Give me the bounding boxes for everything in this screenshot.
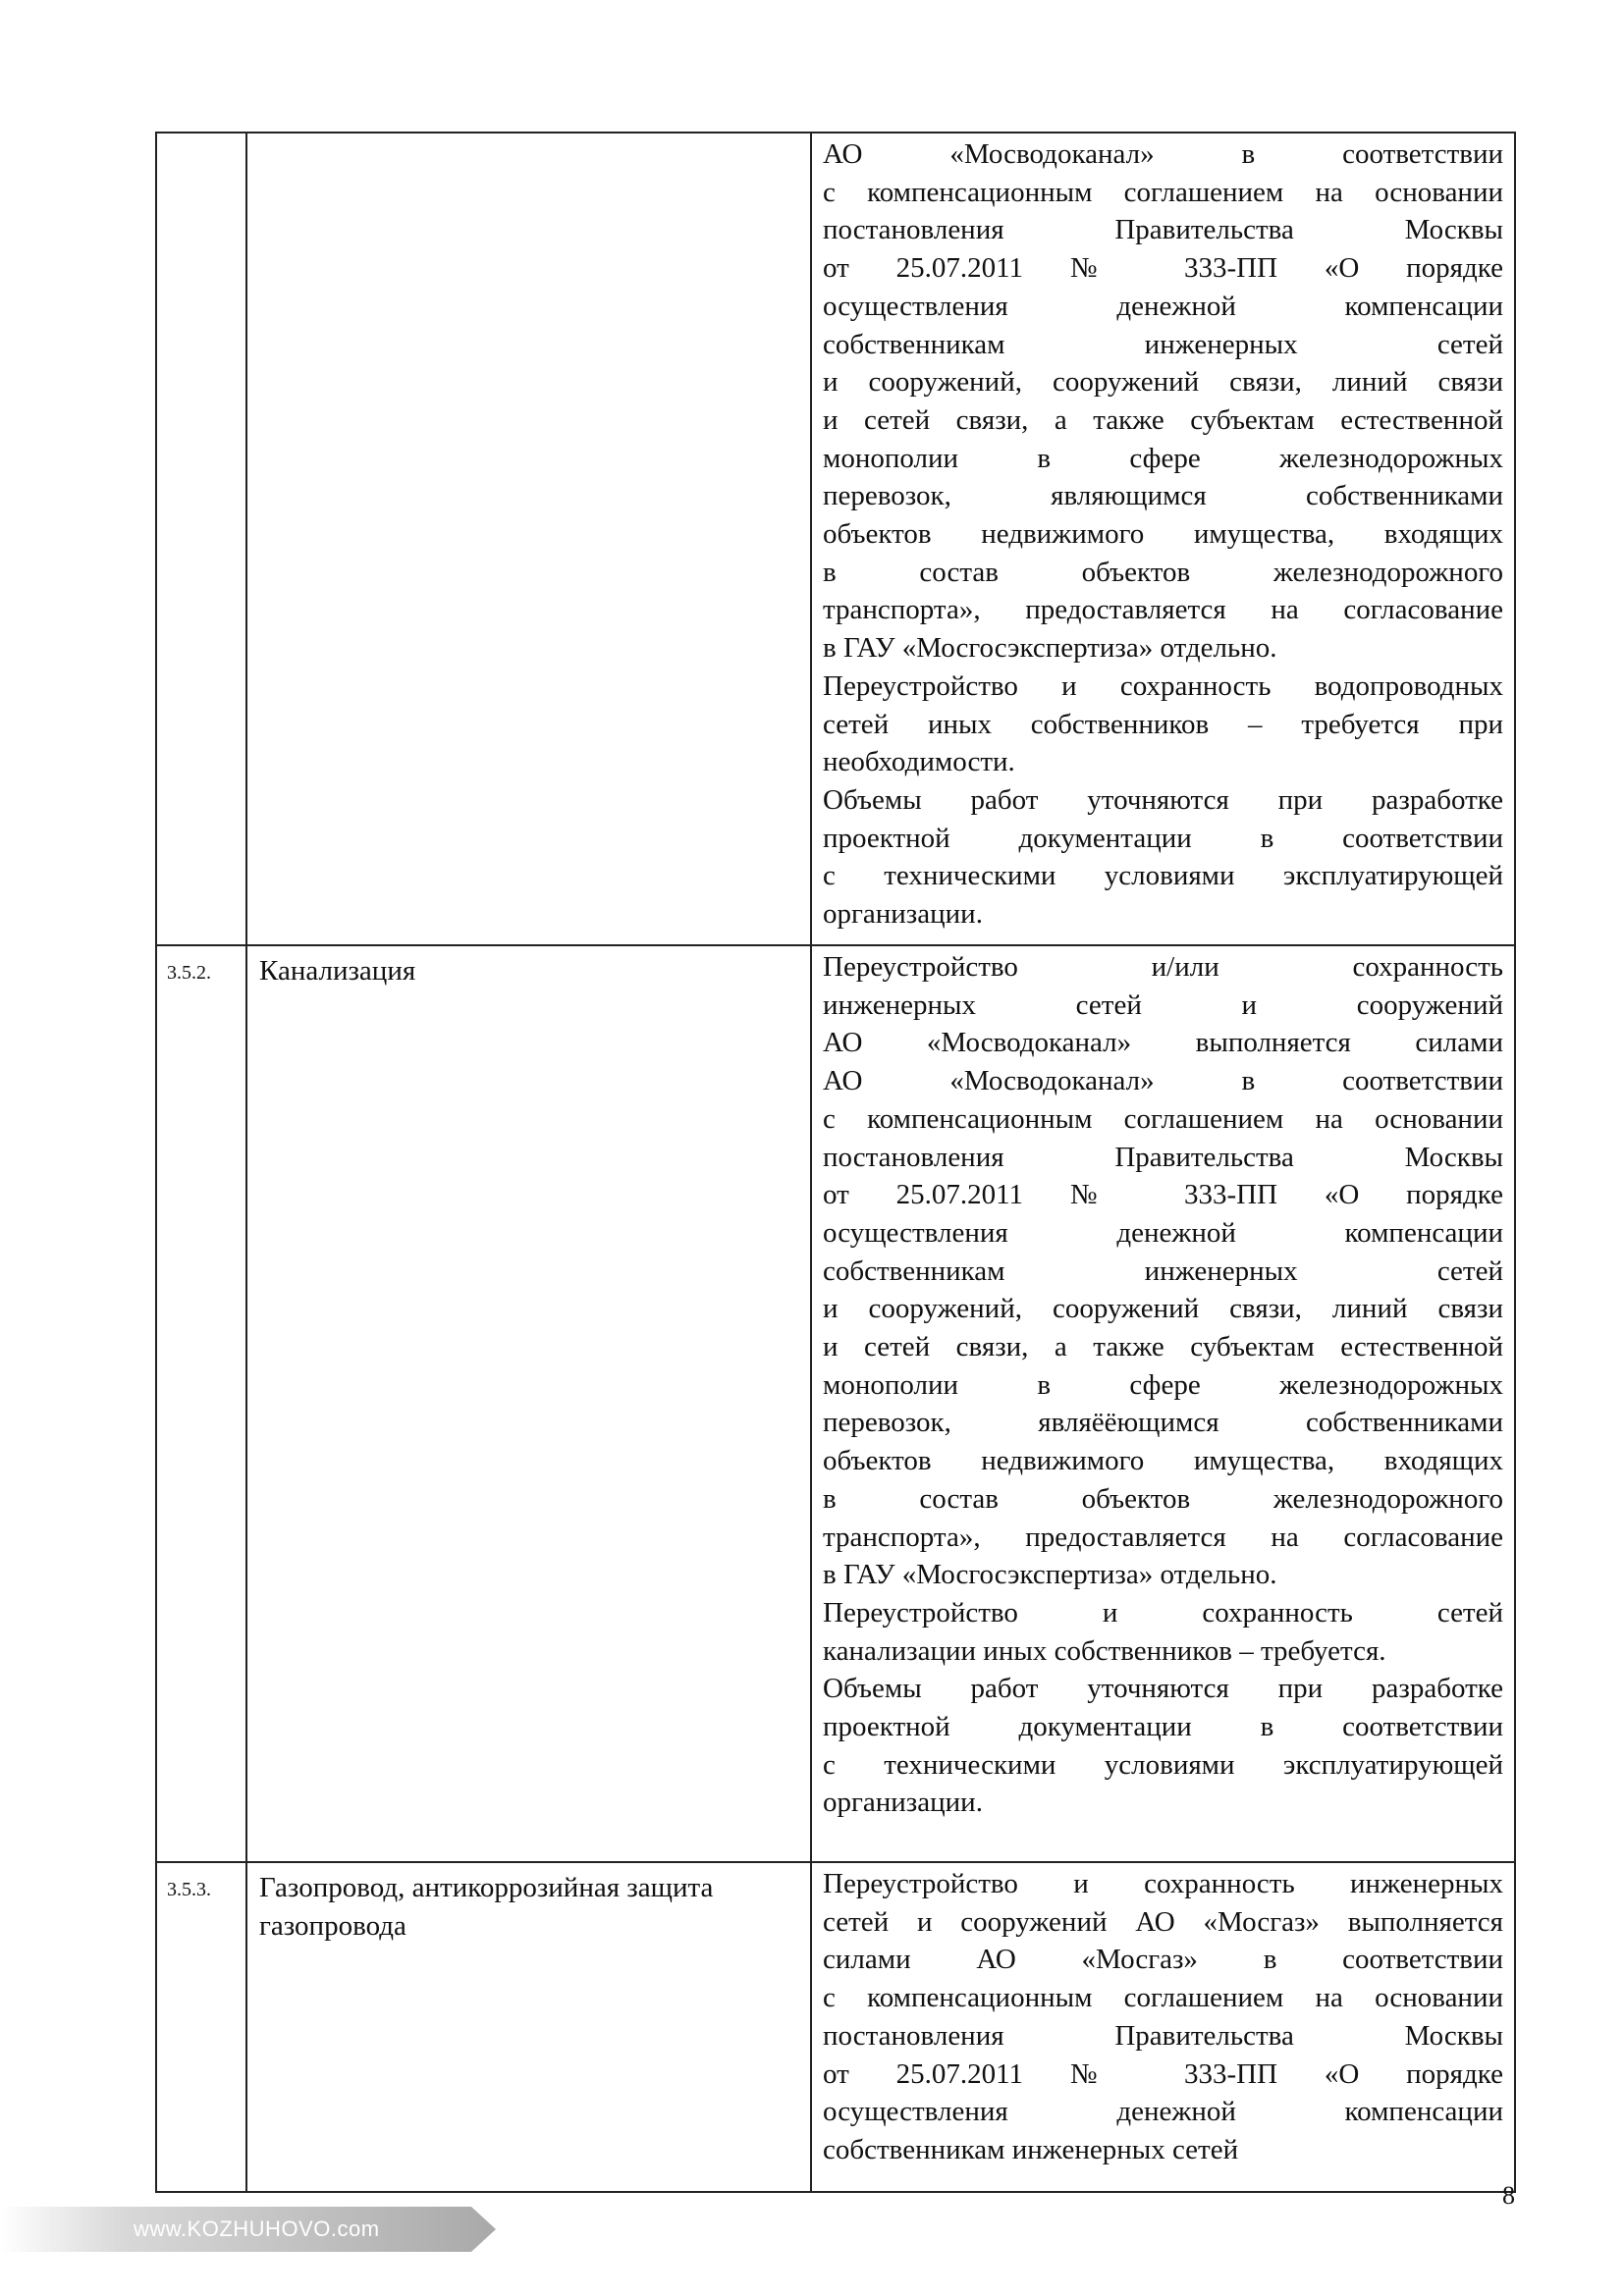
description-line: сетей и сооружений АО «Мосгаз» выполняется xyxy=(823,1905,1503,1938)
description-line: АО «Мосводоканал» в соответствии xyxy=(823,1065,1503,1097)
description-line: от 25.07.2011 № 333-ПП «О порядке xyxy=(823,252,1503,285)
row-description-cell xyxy=(811,1862,1515,2192)
description-line: организации. xyxy=(823,898,983,931)
table-row xyxy=(156,945,1515,1862)
description-line: осуществления денежной компенсации xyxy=(823,1216,1503,1249)
row-name-cell: Газопровод, антикоррозийная защита газопровода xyxy=(246,1862,811,2192)
description-line: транспорта», предоставляется на согласование xyxy=(823,594,1503,626)
row-description-cell xyxy=(811,133,1515,945)
description-line: необходимости. xyxy=(823,746,1015,778)
description-line: Переустройство и сохранность инженерных xyxy=(823,1868,1503,1899)
description-line: монополии в сфере железнодорожных xyxy=(823,442,1503,474)
description-line: собственникам инженерных сетей xyxy=(823,328,1503,360)
description-line: транспорта», предоставляется на согласование xyxy=(823,1521,1503,1553)
description-line: постановления Правительства Москвы xyxy=(823,1141,1503,1173)
row-number-cell: 3.5.2. xyxy=(156,945,246,1862)
description-line: Переустройство и сохранность сетей xyxy=(823,1596,1503,1629)
row-description-cell xyxy=(811,945,1515,1862)
description-line: осуществления денежной компенсации xyxy=(823,2096,1503,2128)
description-line: в состав объектов железнодорожного xyxy=(823,556,1503,588)
page-number: 8 xyxy=(1502,2181,1515,2210)
description-line: сетей иных собственников – требуется при xyxy=(823,708,1503,740)
description-line: Объемы работ уточняются при разработке xyxy=(823,783,1503,816)
description-line: с техническими условиями эксплуатирующей xyxy=(823,1748,1503,1781)
description-line: осуществления денежной компенсации xyxy=(823,290,1503,322)
description-line: перевозок, являёёющимся собственниками xyxy=(823,1407,1503,1439)
description-line: постановления Правительства Москвы xyxy=(823,2019,1503,2052)
description-line: и сетей связи, а также субъектам естественной xyxy=(823,403,1503,436)
requirements-table xyxy=(155,132,1516,2193)
description-line: проектной документации в соответствии xyxy=(823,822,1503,854)
description-line: перевозок, являющимся собственниками xyxy=(823,480,1503,512)
description-line: Переустройство и/или сохранность xyxy=(823,951,1503,983)
description-line: от 25.07.2011 № 333-ПП «О порядке xyxy=(823,1179,1503,1211)
description-line: с компенсационным соглашением на основании xyxy=(823,1102,1503,1135)
description-line: монополии в сфере железнодорожных xyxy=(823,1368,1503,1401)
description-line: инженерных сетей и сооружений xyxy=(823,988,1503,1021)
description-line: постановления Правительства Москвы xyxy=(823,214,1503,246)
description-line: от 25.07.2011 № 333-ПП «О порядке xyxy=(823,2057,1503,2090)
description-line: собственникам инженерных сетей xyxy=(823,2133,1239,2165)
description-line: Переустройство и сохранность водопроводных xyxy=(823,669,1503,702)
row-name-cell: Канализация xyxy=(246,945,811,1862)
table-row xyxy=(156,1862,1515,2192)
description-line: силами АО «Мосгаз» в соответствии xyxy=(823,1944,1503,1976)
row-name-cell xyxy=(246,133,811,945)
description-line: АО «Мосводоканал» в соответствии xyxy=(823,138,1503,170)
description-line: в состав объектов железнодорожного xyxy=(823,1482,1503,1515)
description-line: собственникам инженерных сетей xyxy=(823,1255,1503,1287)
description-line: объектов недвижимого имущества, входящих xyxy=(823,1445,1503,1477)
description-line: АО «Мосводоканал» выполняется силами xyxy=(823,1027,1503,1059)
description-line: организации. xyxy=(823,1787,983,1819)
description-line: с компенсационным соглашением на основании xyxy=(823,176,1503,208)
row-number-cell xyxy=(156,133,246,945)
description-line: объектов недвижимого имущества, входящих xyxy=(823,518,1503,551)
description-line: в ГАУ «Мосгосэкспертиза» отдельно. xyxy=(823,1559,1277,1591)
description-line: и сооружений, сооружений связи, линий связи xyxy=(823,1293,1503,1325)
footer-site-link[interactable]: www.KOZHUHOVO.com xyxy=(134,2216,380,2241)
description-line: и сетей связи, а также субъектам естественной xyxy=(823,1331,1503,1363)
table-row xyxy=(156,133,1515,945)
description-line: проектной документации в соответствии xyxy=(823,1711,1503,1743)
description-line: в ГАУ «Мосгосэкспертиза» отдельно. xyxy=(823,632,1277,665)
description-line: Объемы работ уточняются при разработке xyxy=(823,1673,1503,1705)
description-line: и сооружений, сооружений связи, линий связи xyxy=(823,366,1503,399)
row-number-cell: 3.5.3. xyxy=(156,1862,246,2192)
description-line: с компенсационным соглашением на основании xyxy=(823,1982,1503,2014)
description-line: с техническими условиями эксплуатирующей xyxy=(823,860,1503,892)
description-line: канализации иных собственников – требуется. xyxy=(823,1634,1386,1667)
